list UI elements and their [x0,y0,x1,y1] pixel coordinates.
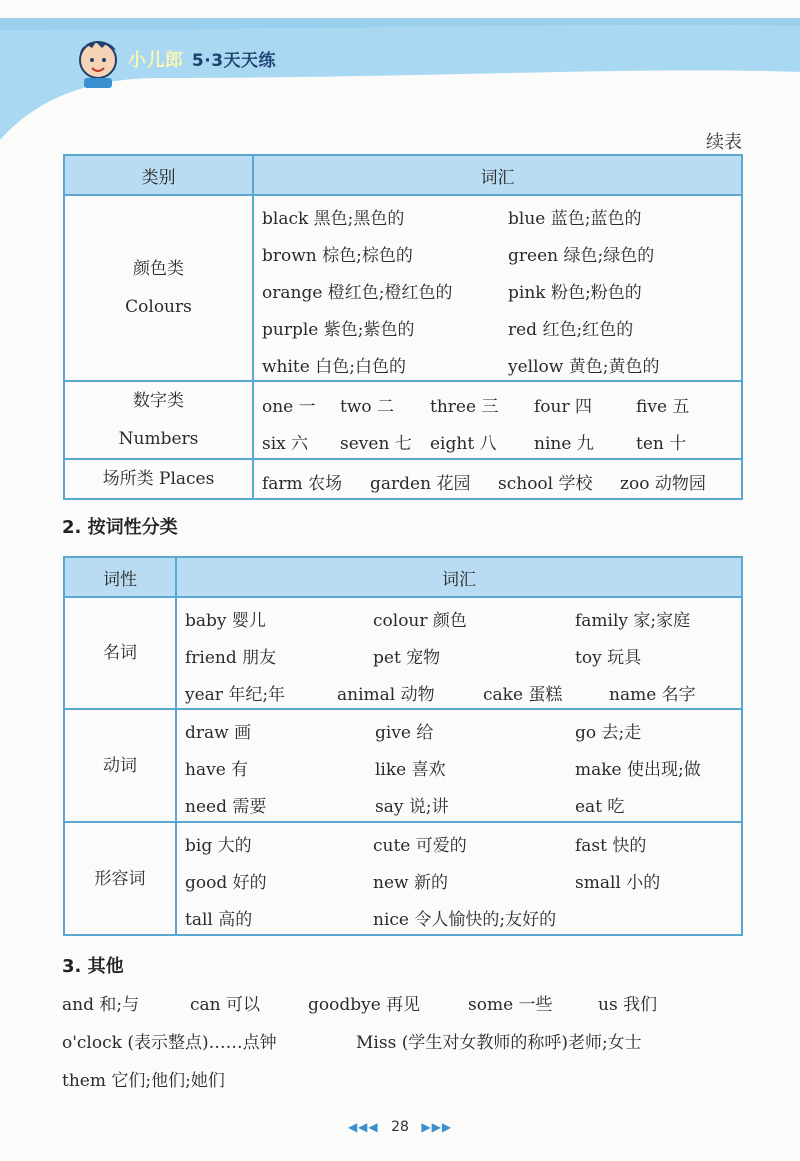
category-numbers-cn: 数字类 [133,391,184,411]
word-item: baby 婴儿 [185,611,266,631]
other-item: Miss (学生对女教师的称呼)老师;女士 [356,1033,642,1053]
nouns-words-cell [176,597,742,709]
word-item: seven 七 [340,434,412,454]
word-item: like 喜欢 [375,760,446,780]
word-item: white 白色;白色的 [262,357,406,377]
word-item: say 说;讲 [375,797,449,817]
other-item: them 它们;他们;她们 [62,1071,225,1091]
table-header-vocab: 词汇 [253,155,742,195]
word-item: cake 蛋糕 [483,685,563,705]
places-words-cell [253,459,742,499]
word-item: tall 高的 [185,910,253,930]
brand-name: 小儿郎 [128,50,184,71]
page-footer [0,1119,800,1135]
numbers-words-cell [253,381,742,459]
verbs-words-cell [176,709,742,822]
word-item: make 使出现;做 [575,760,701,780]
word-item: friend 朋友 [185,648,277,668]
category-numbers [64,381,253,459]
word-item: two 二 [340,397,395,417]
other-item: us 我们 [598,995,658,1015]
section-3-title: 3. 其他 [62,956,124,977]
table-header-pos: 词性 [64,557,176,597]
word-item: green 绿色;绿色的 [508,246,655,266]
word-item: big 大的 [185,836,252,856]
word-item: need 需要 [185,797,267,817]
section-2-title: 2. 按词性分类 [62,517,178,538]
brand-title [128,46,276,72]
word-item: eat 吃 [575,797,625,817]
continued-label: 续表 [706,132,742,153]
word-item: cute 可爱的 [373,836,467,856]
word-item: go 去;走 [575,723,642,743]
word-item: one 一 [262,397,316,417]
word-item: zoo 动物园 [620,474,706,494]
other-item: o'clock (表示整点)……点钟 [62,1033,277,1053]
word-item: eight 八 [430,434,497,454]
word-item: yellow 黄色;黄色的 [508,357,660,377]
vocab-table-parts-of-speech [63,556,743,936]
word-item: small 小的 [575,873,661,893]
word-item: three 三 [430,397,499,417]
word-item: good 好的 [185,873,267,893]
left-arrows-icon: ◀◀◀ [347,1120,379,1134]
word-item: animal 动物 [337,685,435,705]
brand-series: 5·3天天练 [191,51,277,71]
word-item: blue 蓝色;蓝色的 [508,209,642,229]
right-arrows-icon: ▶▶▶ [421,1120,453,1134]
word-item: black 黑色;黑色的 [262,209,405,229]
category-nouns: 名词 [64,597,176,709]
word-item: red 红色;红色的 [508,320,634,340]
category-colours-en: Colours [125,297,192,317]
category-numbers-en: Numbers [118,429,199,449]
category-adjectives: 形容词 [64,822,176,935]
page-number: 28 [391,1119,409,1135]
word-item: family 家;家庭 [575,611,691,631]
word-item: draw 画 [185,723,252,743]
mascot-logo-icon [76,36,120,88]
word-item: fast 快的 [575,836,647,856]
word-item: have 有 [185,760,249,780]
colours-words-cell [253,195,742,381]
category-verbs: 动词 [64,709,176,822]
other-item: goodbye 再见 [308,995,421,1015]
category-colours [64,195,253,381]
word-item: give 给 [375,723,434,743]
word-item: name 名字 [609,685,696,705]
other-item: some 一些 [468,995,553,1015]
word-item: purple 紫色;紫色的 [262,320,415,340]
word-item: brown 棕色;棕色的 [262,246,413,266]
table-header-category: 类别 [64,155,253,195]
word-item: colour 颜色 [373,611,467,631]
header-banner [0,0,800,150]
vocab-table-categories [63,154,743,500]
word-item: pet 宠物 [373,648,441,668]
word-item: five 五 [636,397,690,417]
other-item: and 和;与 [62,995,140,1015]
word-item: four 四 [534,397,593,417]
word-item: orange 橙红色;橙红色的 [262,283,453,303]
category-colours-cn: 颜色类 [133,259,184,279]
word-item: new 新的 [373,873,448,893]
word-item: toy 玩具 [575,648,642,668]
adjectives-words-cell [176,822,742,935]
word-item: year 年纪;年 [185,685,286,705]
other-item: can 可以 [190,995,261,1015]
word-item: nice 令人愉快的;友好的 [373,910,557,930]
word-item: six 六 [262,434,309,454]
word-item: ten 十 [636,434,687,454]
word-item: farm 农场 [262,474,343,494]
word-item: pink 粉色;粉色的 [508,283,642,303]
word-item: school 学校 [498,474,593,494]
word-item: garden 花园 [370,474,471,494]
word-item: nine 九 [534,434,594,454]
category-places: 场所类 Places [64,459,253,499]
table-header-vocab: 词汇 [176,557,742,597]
